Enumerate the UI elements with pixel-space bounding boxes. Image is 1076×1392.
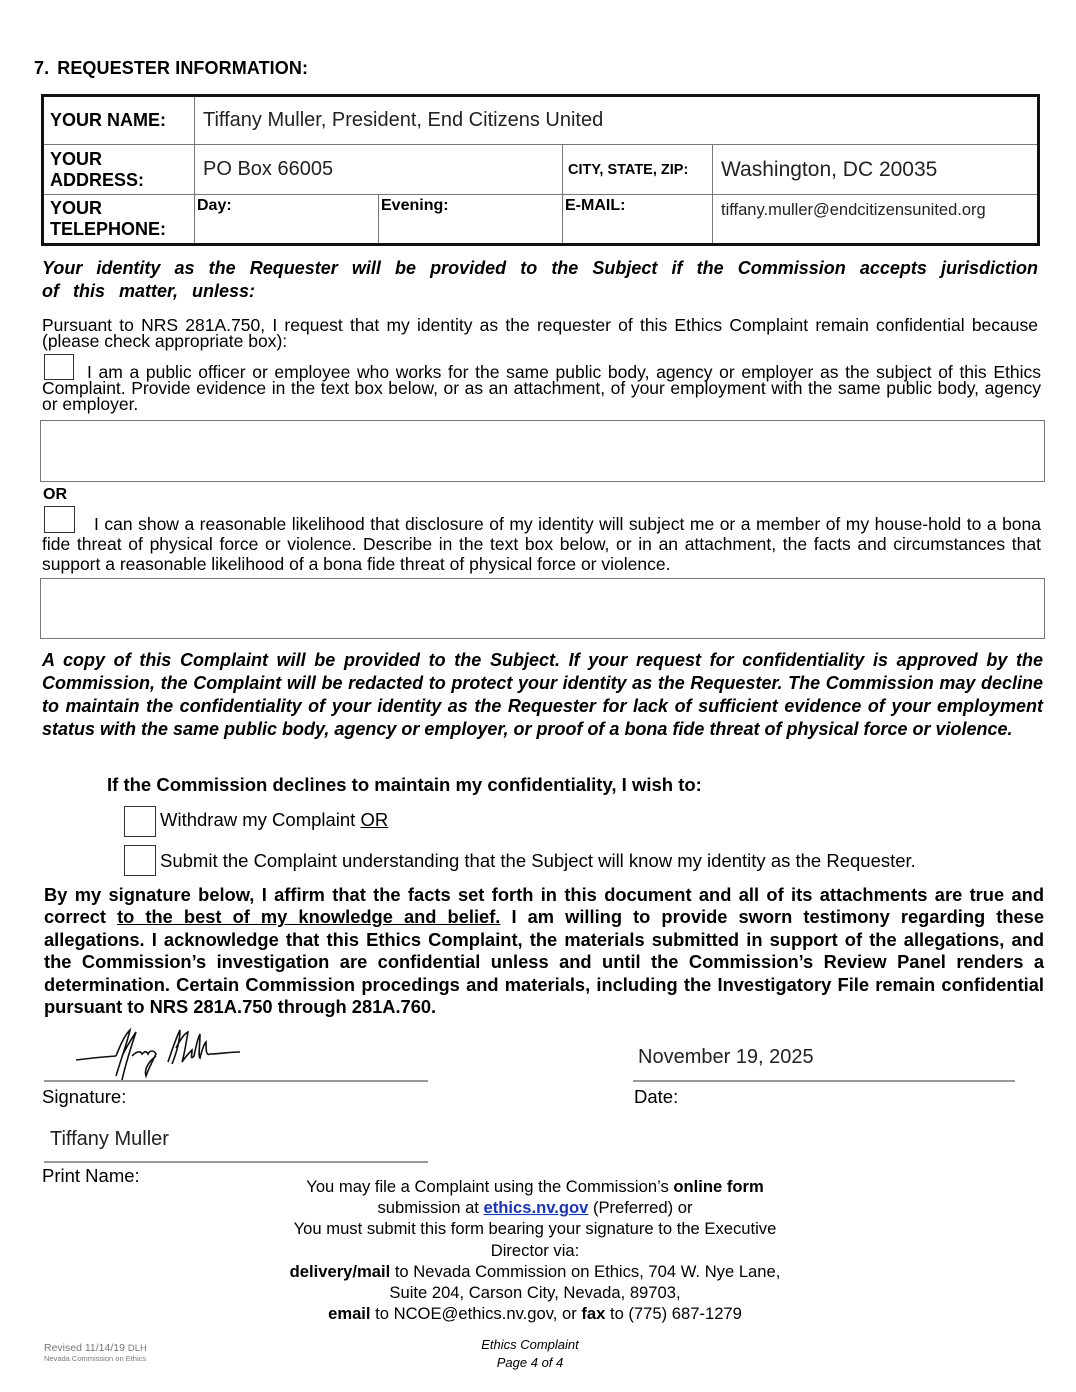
- submit-option-label: Submit the Complaint understanding that the Subject will know my identity as the Requester.: [160, 850, 916, 871]
- public-officer-option-text: I am a public officer or employee who works for the same public body, agency or employer as the subject of this Ethics Complaint. Provide evidence in the text box below, or as an attachment, of your employment with the same public body, agency or employer.: [42, 362, 1041, 414]
- print-name-field[interactable]: Tiffany Muller: [50, 1128, 169, 1150]
- filing-delivery: [265, 1261, 805, 1303]
- footer-organization: Nevada Commission on Ethics: [44, 1354, 147, 1363]
- affirmation-part2: I am willing to provide sworn testimony regarding these allegations. I acknowledge that this Ethics Complaint, the materials submitted in support of the allegations, and the Commission’s investigation are confidential unless and until the Commission’s Review Panel renders a determination. Certain Commission procedings and materials, including the Investigatory File remain confidential pursuant to NRS 281A.750 through 281A.760.: [44, 906, 1044, 1018]
- city-state-zip-field[interactable]: Washington, DC 20035: [713, 145, 1039, 195]
- affirmation-paragraph: [44, 884, 1044, 1018]
- telephone-label-line2: TELEPHONE:: [50, 219, 167, 239]
- affirmation-part1: By my signature below, I affirm that the facts set forth in this document and all of its attachments are true and correct: [44, 884, 1044, 928]
- day-phone-label: Day:: [197, 197, 232, 214]
- filing-email-fax: [265, 1303, 805, 1324]
- address-label-line1: YOUR: [50, 148, 103, 169]
- address-label: [43, 145, 195, 195]
- online-form-bold: online form: [673, 1177, 764, 1196]
- section-heading: [34, 58, 308, 79]
- confidentiality-request: Pursuant to NRS 281A.750, I request that my identity as the requester of this Ethics Complaint remain confidential because (please check appropriate box):: [42, 315, 1038, 351]
- email-address-text: to NCOE@ethics.nv.gov, or: [370, 1304, 582, 1324]
- footer-doc-title: Ethics Complaint: [481, 1337, 579, 1352]
- threat-option-text: I can show a reasonable likelihood that disclosure of my identity will subject me or a member of my house-hold to a bona fide threat of physical force or violence. Describe in the text box below, or in an attachment, the facts and circumstances that support a reasonable likelihood of a bona fide threat of physical force or violence.: [42, 514, 1041, 574]
- withdraw-checkbox[interactable]: [124, 806, 156, 837]
- fax-number-text: to (775) 687-1279: [605, 1304, 742, 1324]
- footer-page-number: Page 4 of 4: [496, 1355, 564, 1370]
- withdraw-text: Withdraw my Complaint: [160, 809, 361, 830]
- city-state-zip-label: CITY, STATE, ZIP:: [563, 145, 713, 195]
- date-label: Date:: [634, 1086, 679, 1107]
- signature-field[interactable]: [72, 1026, 242, 1084]
- filing-line1-text: You may file a Complaint using the Commission’s: [306, 1177, 674, 1196]
- signature-label: Signature:: [42, 1086, 127, 1107]
- copy-notice: A copy of this Complaint will be provided to the Subject. If your request for confidentiality is approved by the Commission, the Complaint will be redacted to protect your identity as the Requester. The Commission may decline to maintain the confidentiality of your identity as the Requester for lack of sufficient evidence of your employment status with the same public body, agency or employer, or proof of a bona fide threat of physical force or violence.: [42, 650, 1043, 739]
- name-label: YOUR NAME:: [43, 96, 195, 145]
- print-name-label: Print Name:: [42, 1165, 140, 1186]
- delivery-address: to Nevada Commission on Ethics, 704 W. Nye Lane, Suite 204, Carson City, Nevada, 89703,: [389, 1261, 781, 1303]
- email-label: E-MAIL:: [563, 195, 713, 245]
- submit-checkbox[interactable]: [124, 845, 156, 876]
- email-field[interactable]: tiffany.muller@endcitizensunited.org: [713, 195, 1039, 245]
- identity-notice: Your identity as the Requester will be provided to the Subject if the Commission accepts jurisdiction of this matter, unless:: [42, 258, 1038, 301]
- address-label-line2: ADDRESS:: [50, 169, 145, 190]
- section-number: 7.: [34, 58, 50, 78]
- email-bold: email: [328, 1304, 371, 1324]
- withdraw-option-label: [160, 809, 388, 831]
- filing-line-1: [265, 1176, 805, 1197]
- revision-date: [44, 1342, 147, 1354]
- filing-line-3: You must submit this form bearing your signature to the Executive Director via:: [293, 1219, 777, 1260]
- public-officer-evidence-textbox[interactable]: [40, 420, 1045, 482]
- delivery-mail-bold: delivery/mail: [289, 1261, 391, 1281]
- telephone-label: [43, 195, 195, 245]
- print-name-line: [44, 1161, 428, 1163]
- handwritten-signature-icon: [72, 1026, 242, 1084]
- evening-phone-field[interactable]: [379, 195, 563, 245]
- decline-heading: If the Commission declines to maintain my confidentiality, I wish to:: [107, 774, 702, 795]
- date-field[interactable]: November 19, 2025: [638, 1046, 814, 1068]
- filing-line2-prefix: submission at: [377, 1198, 484, 1218]
- withdraw-or: OR: [360, 809, 389, 830]
- revised-text: Revised 11/14/19: [44, 1342, 125, 1354]
- telephone-label-line1: YOUR: [50, 198, 103, 218]
- footer-page-info: [430, 1336, 630, 1372]
- evening-phone-label: Evening:: [381, 197, 449, 214]
- filing-line-2: [265, 1197, 805, 1218]
- footer-revision: [44, 1342, 147, 1363]
- requester-info-table: [41, 94, 1040, 246]
- name-field[interactable]: Tiffany Muller, President, End Citizens United: [195, 96, 1039, 145]
- day-phone-field[interactable]: [195, 195, 379, 245]
- address-field[interactable]: PO Box 66005: [195, 145, 563, 195]
- date-line: [633, 1080, 1015, 1082]
- affirmation-underlined: to the best of my knowledge and belief.: [117, 906, 501, 928]
- signature-line: [44, 1080, 428, 1082]
- filing-line2-suffix: (Preferred) or: [588, 1198, 693, 1218]
- or-label: OR: [43, 486, 67, 503]
- section-title: REQUESTER INFORMATION:: [57, 58, 309, 78]
- ethics-website-link[interactable]: ethics.nv.gov: [483, 1198, 589, 1218]
- revised-initials: DLH: [127, 1343, 147, 1354]
- threat-evidence-textbox[interactable]: [40, 578, 1045, 639]
- fax-bold: fax: [581, 1304, 606, 1324]
- filing-instructions: [265, 1176, 805, 1324]
